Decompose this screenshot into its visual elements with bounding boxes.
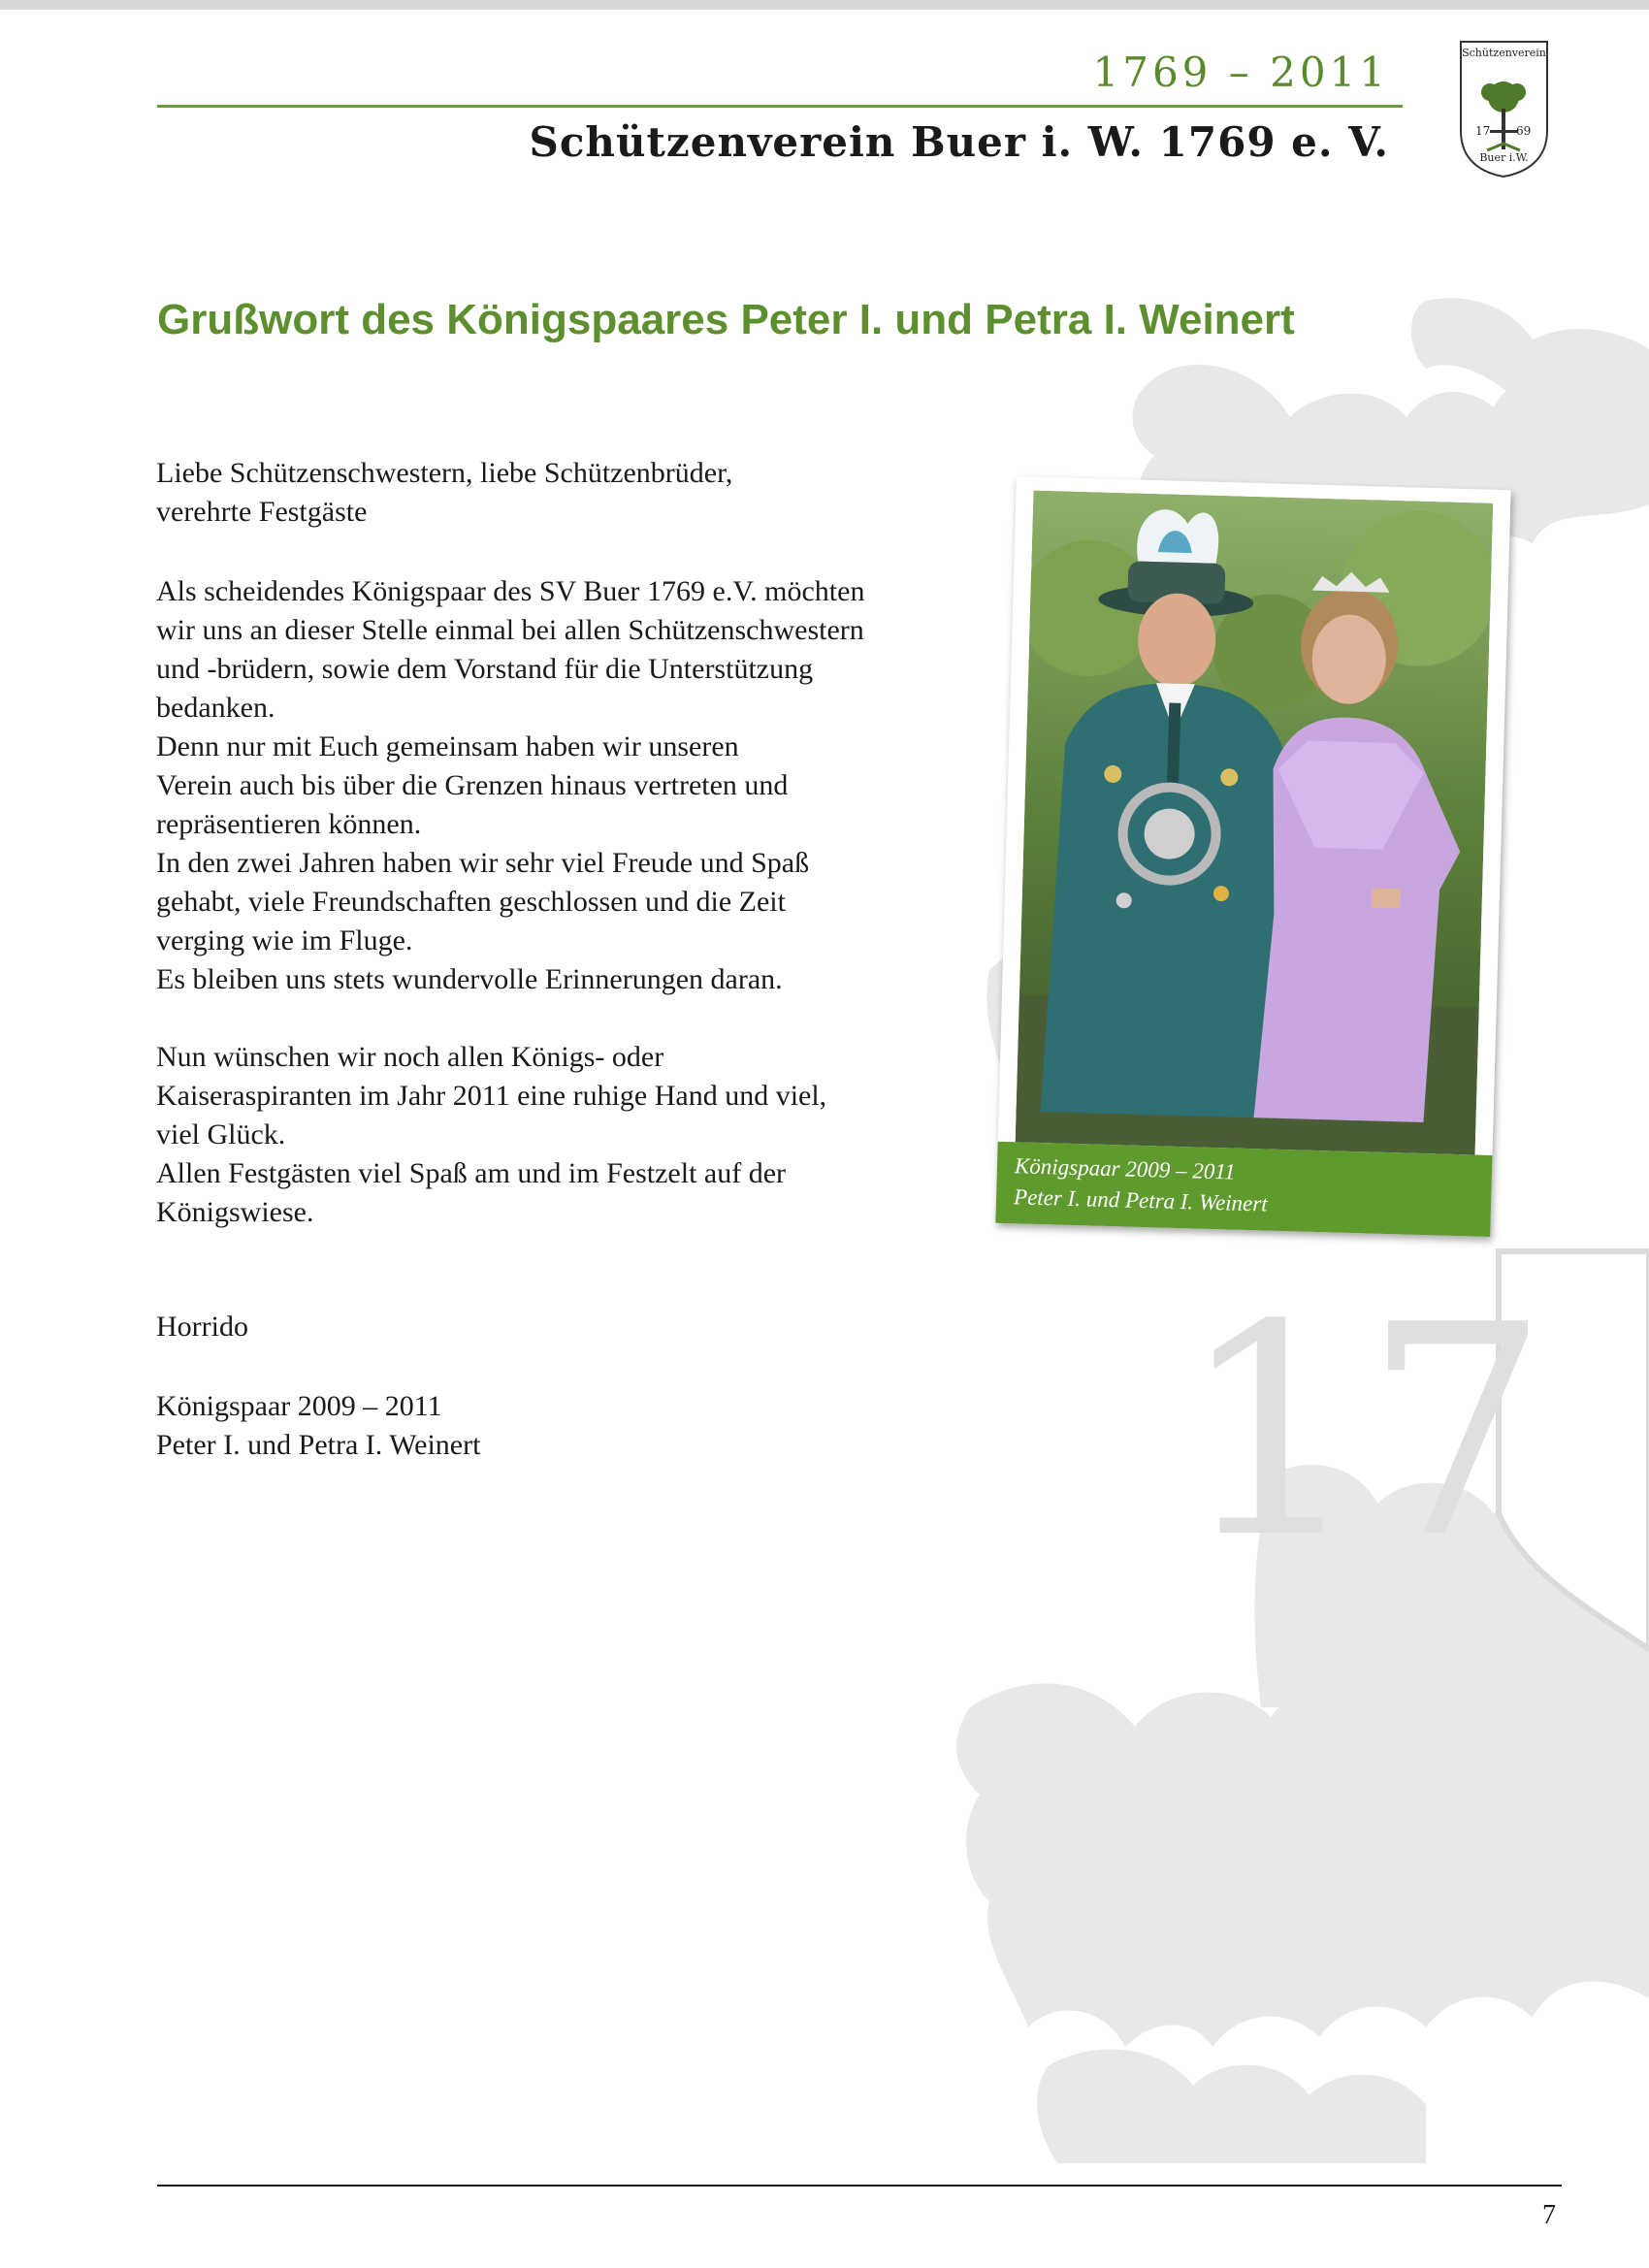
text-line: Nun wünschen wir noch allen Königs- oder <box>156 1041 664 1073</box>
text-line: Es bleiben uns stets wundervolle Erinnerungen daran. <box>156 963 783 995</box>
club-crest-logo <box>1458 39 1550 179</box>
letter-signature <box>156 1387 990 1465</box>
greeting-line: verehrte Festgäste <box>156 496 368 528</box>
text-line: Denn nur mit Euch gemeinsam haben wir unseren <box>156 730 739 762</box>
greeting-line: Liebe Schützenschwestern, liebe Schützenbrüder, <box>156 457 733 489</box>
crest-top-text: Schützenverein <box>1462 47 1546 59</box>
signature-line: Peter I. und Petra I. Weinert <box>156 1429 481 1461</box>
photo-caption <box>995 1142 1492 1237</box>
text-line: bedanken. <box>156 692 275 724</box>
letter-closing: Horrido <box>156 1311 248 1343</box>
text-line: viel Glück. <box>156 1118 286 1150</box>
royal-couple-photo <box>995 476 1510 1237</box>
text-line: Als scheidendes Königspaar des SV Buer 1769 e.V. möchten <box>156 575 865 607</box>
text-line: verging wie im Fluge. <box>156 924 413 956</box>
text-line: In den zwei Jahren haben wir sehr viel Freude und Spaß <box>156 847 810 879</box>
text-line: Verein auch bis über die Grenzen hinaus vertreten und <box>156 769 789 801</box>
footer-divider <box>157 2185 1562 2187</box>
header-divider <box>157 105 1403 108</box>
crest-year-right: 69 <box>1516 124 1532 138</box>
text-line: Königswiese. <box>156 1196 314 1228</box>
crest-year-left: 17 <box>1475 124 1491 138</box>
page-number: 7 <box>1542 2200 1556 2230</box>
header-years: 1769 – 2011 <box>1092 49 1389 96</box>
text-line: und -brüdern, sowie dem Vorstand für die Unterstützung <box>156 653 814 685</box>
text-line: Kaiseraspiranten im Jahr 2011 eine ruhige Hand und viel, <box>156 1080 827 1112</box>
text-line: Allen Festgästen viel Spaß am und im Festzelt auf der <box>156 1157 787 1189</box>
text-line: repräsentieren können. <box>156 808 422 840</box>
photo-image <box>1016 491 1494 1155</box>
letter-paragraph-thanks <box>156 572 990 999</box>
letter-greeting <box>156 454 990 532</box>
text-line: wir uns an dieser Stelle einmal bei allen Schützenschwestern <box>156 614 864 646</box>
crest-bottom-text: Buer i.W. <box>1479 151 1529 164</box>
signature-line: Königspaar 2009 – 2011 <box>156 1390 442 1422</box>
svg-text:17: 17 <box>1179 1263 1549 1602</box>
caption-line: Peter I. und Petra I. Weinert <box>1013 1184 1269 1216</box>
letter-paragraph-wishes <box>156 1038 990 1232</box>
header-club-name: Schützenverein Buer i. W. 1769 e. V. <box>529 118 1389 166</box>
page-title: Grußwort des Königspaares Peter I. und Petra I. Weinert <box>157 296 1295 343</box>
text-line: gehabt, viele Freundschaften geschlossen und die Zeit <box>156 886 786 918</box>
caption-line: Königspaar 2009 – 2011 <box>1014 1153 1236 1184</box>
